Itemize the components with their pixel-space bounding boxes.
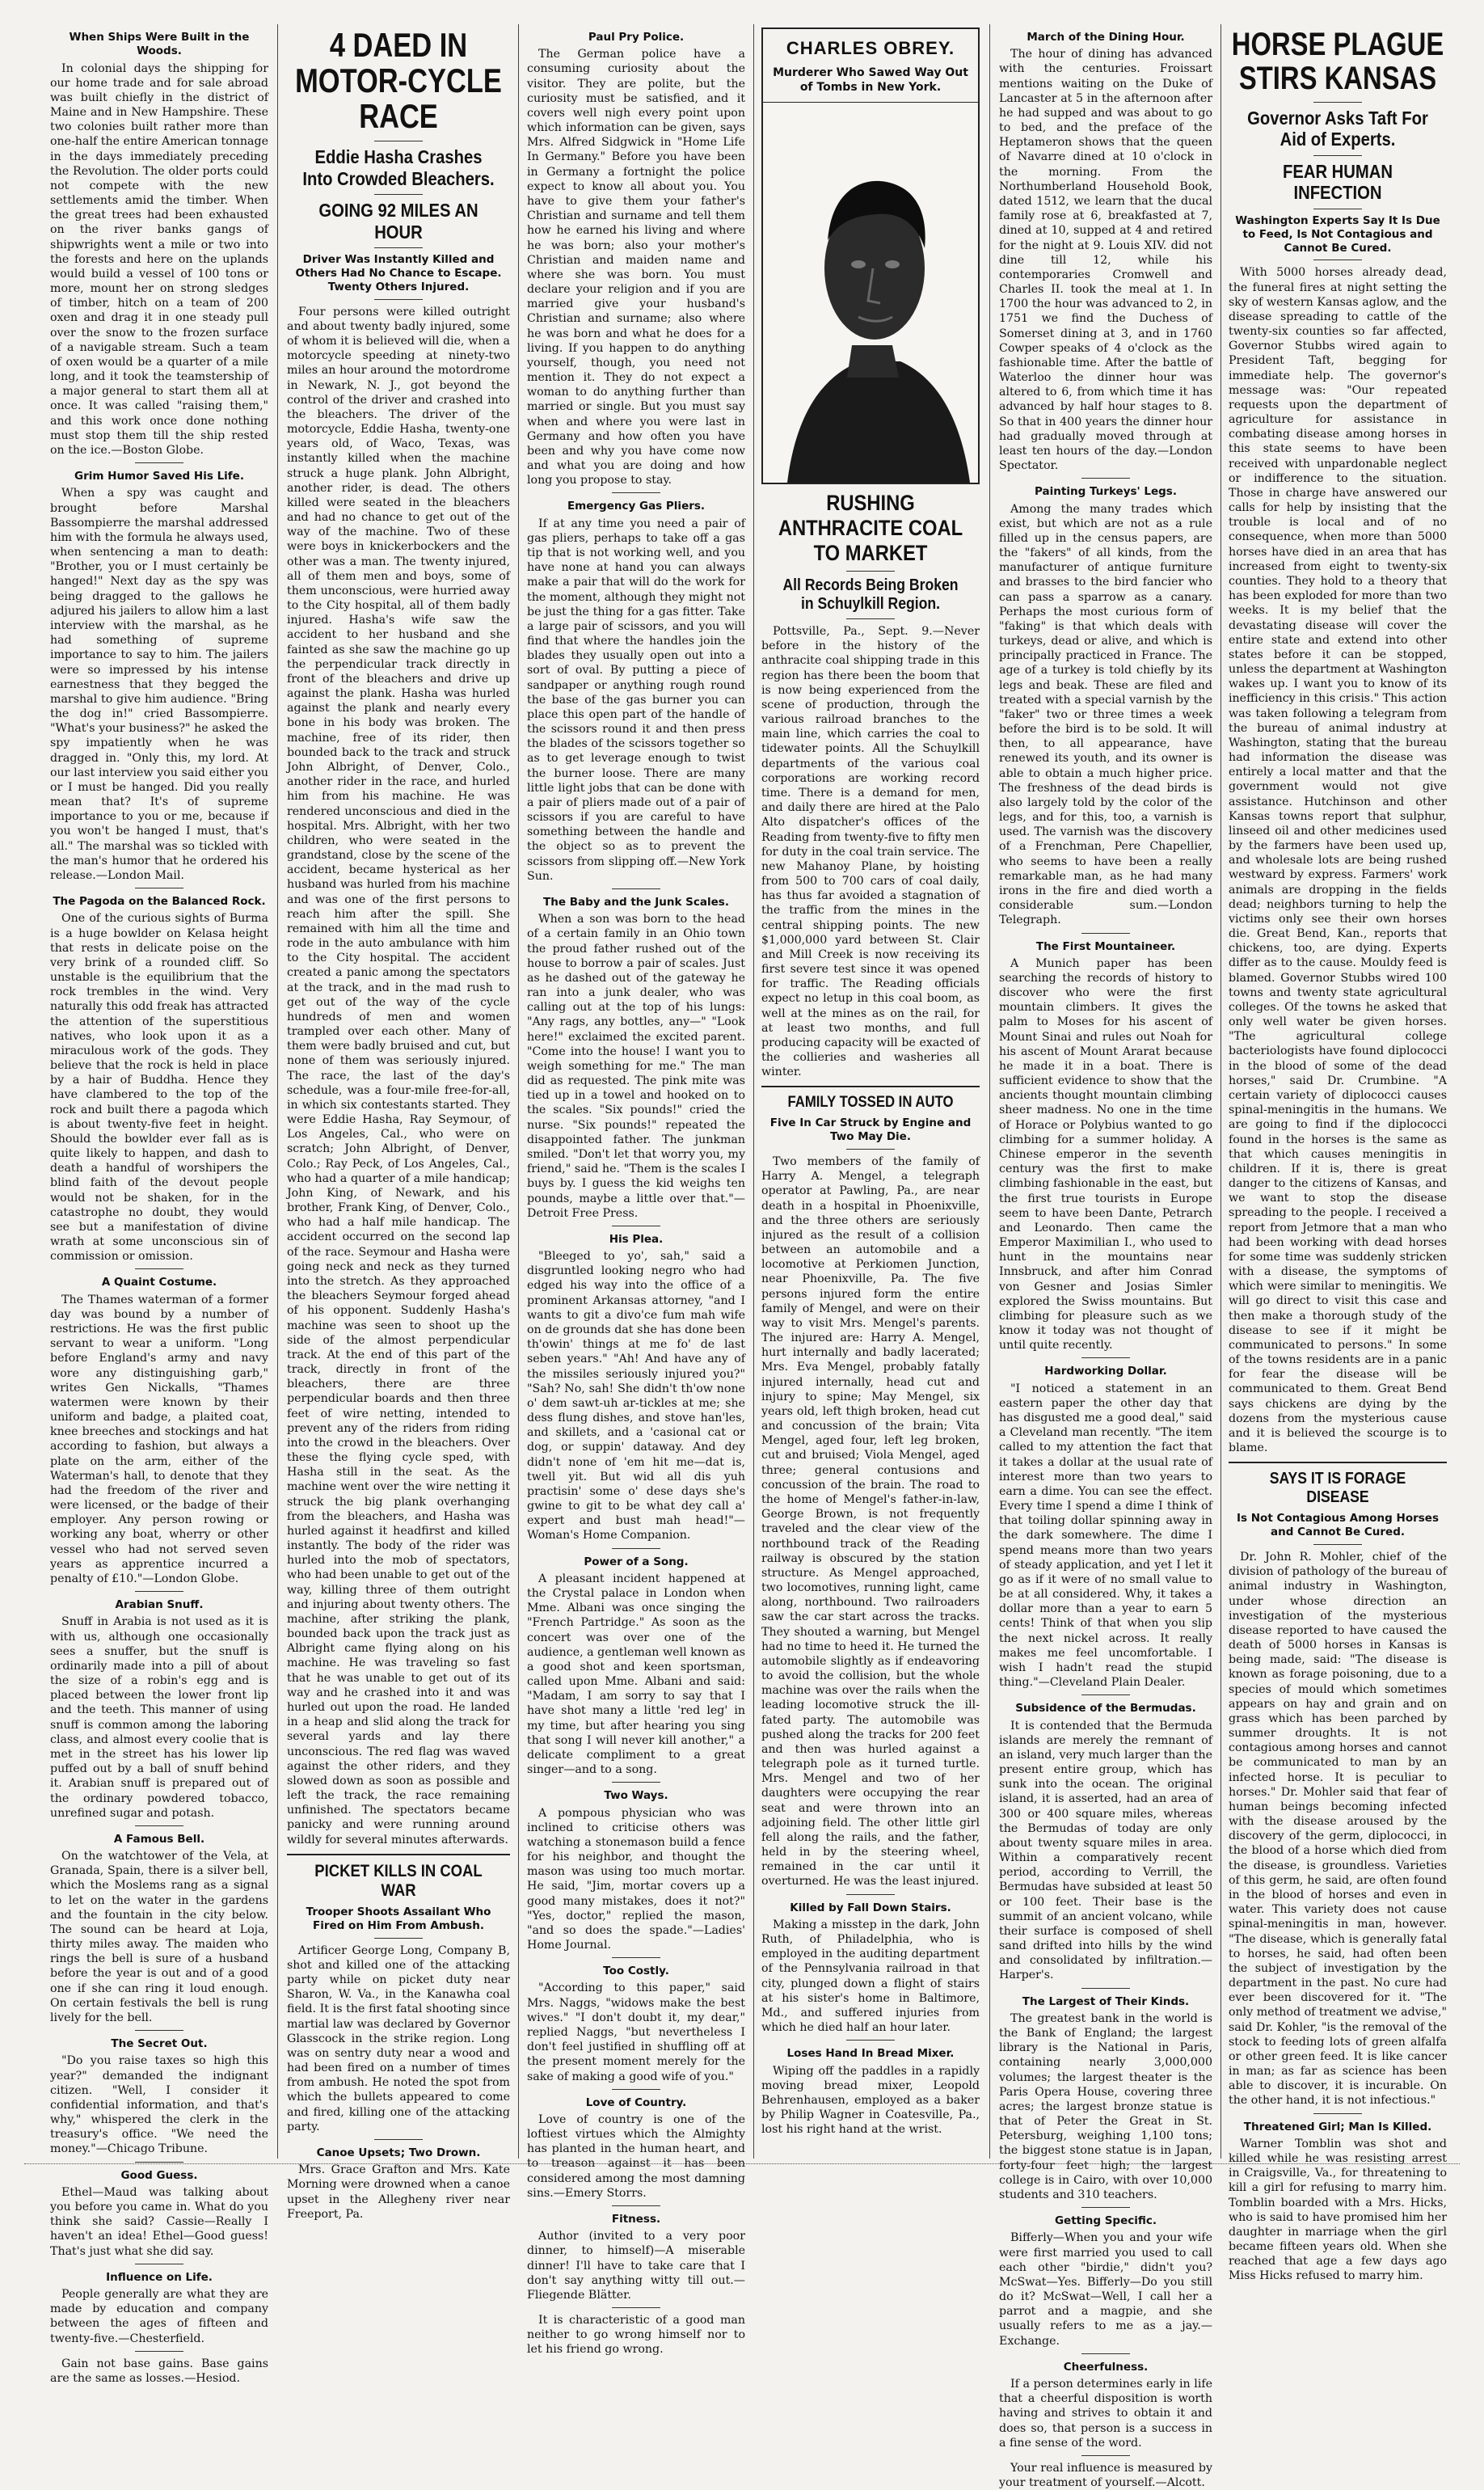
article-title: His Plea. (609, 1232, 664, 1246)
bottom-border (24, 2163, 1460, 2176)
article-title: Cheerfulness. (1063, 2360, 1149, 2374)
article-text: "Bleeged to yo', sah," said a disgruntled looking negro who had edged his way into the office of a prominent Arkansas attorney, "and I wants to git a divo'ce fum mah wife on de grounds dat she has done been th'owin' things at me fo' de last seben years." "Ah! And have any of the missiles seriously injured you?" "Sah? No, sah! She didn't th'ow none o' dem sawt-uh ar-tickles at me; she dess flung dishes, and stove han'les, and skillets, and a 'casional cat or dog, or suppin' dataway. And dey didn't none of 'em hit me—dat is, twell yit. But wid all dis yuh practisin' some o' dese days she's gwine to git to be what dey call a' expert and bust mah head!"—Woman's Home Companion. (527, 1250, 745, 1543)
deck: All Records Being Broken in Schuylkill Region. (782, 576, 959, 614)
article-text: If a person determines early in life that a cheerful disposition is worth having and strives to obtain it and does so, that person is a success in a fine sense of the word. (999, 2378, 1212, 2450)
article-title: Subsidence of the Bermudas. (1015, 1702, 1196, 1716)
article-title: Arabian Snuff. (115, 1598, 204, 1612)
article-text: One of the curious sights of Burma is a huge bowlder on Kelasa height that rests in delicate poise on the very brink of a rounded cliff. So unstable is the equilibrium that the rock trembles in the wind. Very naturally this odd freak has attracted the attention of the superstitious natives, who look upon it as a miraculous work of the gods. They believe that the rock is held in place by a hair of Buddha. Hence they have clambered to the top of the rock and built there a pagoda which is about twenty-five feet in height. Should the bowlder ever fall as is quite likely to happen, and dash to death a handful of worshipers the blind faith of the devout people would not be shaken, for in the catastrophe no doubt, they would see but a manifestation of divine wrath at some unconscious sin of commission or omission. (50, 912, 268, 1264)
article-text: "I noticed a statement in an eastern paper the other day that has disgusted me a good deal," said a Cleveland man recently. "The item called to my attention the fact that it takes a dollar at the usual rate of interest more than two years to earn a dime. You can see the effect. Every time I spend a dime I think of that toiling dollar spinning away in the dark somewhere. The dime I spend means more than two years of steady application, and yet I let it go as if it were of no small value to be at all considered. Why, it takes a dollar more than a year to earn 5 cents! Think of that when you slip the next nickel across. It really makes me feel uncomfortable. I wish I hadn't read the stupid thing."—Cleveland Plain Dealer. (999, 1382, 1212, 1690)
divider (374, 299, 423, 300)
divider (1229, 1462, 1447, 1463)
article-title: Fitness. (611, 2212, 661, 2226)
divider (135, 2030, 183, 2031)
article-text: Pottsville, Pa., Sept. 9.—Never before in the history of the anthracite coal shipping trade in this region has there been the boom that is now being experienced from the scene of production, through the various railroad branches to the main line, which carries the coal to tidewater points. All the Schuylkill departments of the various coal corporations are working record time. There is a demand for men, and daily there are hired at the Palo Alto dispatcher's offices of the Reading from twenty-five to fifty men for duty in the coal train service. The new Mahanoy Plane, by hoisting from 500 to 700 cars of coal daily, has thus far avoided a stagnation of the traffic from the mines in the central shipping points. The new $1,000,000 yard between St. Clair and Mill Creek is now receiving its first severe test since it was opened for traffic. The Reading officials expect no letup in this coal boom, as well at the mines as on the rail, for at least two months, and full producing capacity will be exacted of the collieries and washeries all winter. (761, 625, 980, 1079)
divider (612, 2307, 660, 2308)
article-text: Artificer George Long, Company B, shot and killed one of the attacking party while on picket duty near Sharon, W. Va., in the Kanawha coal field. It is the first fatal shooting since martial law was declared by Governor Glasscock in the strike region. Long was on sentry duty near a wood and had been fired on a number of times from ambush. He noted the spot from which the bullets appeared to come and fired, killing one of the attacking party. (287, 1943, 510, 2133)
article-title: Love of Country. (585, 2095, 687, 2109)
deck: Governor Asks Taft For Aid of Experts. (1247, 108, 1428, 150)
article-text: Gain not base gains. Base gains are the same as losses.—Hesiod. (50, 2357, 268, 2385)
divider (612, 2205, 660, 2206)
column-rule (989, 24, 990, 2159)
photo-panel (761, 27, 980, 484)
deck: Driver Was Instantly Killed and Others Had No Chance to Escape. Twenty Others Injured. (295, 253, 502, 293)
article-title: Grim Humor Saved His Life. (74, 470, 244, 483)
deck: Eddie Hasha Crashes Into Crowded Bleachers. (302, 146, 495, 189)
column-rule (753, 24, 754, 2159)
article-text: It is characteristic of a good man neither to go wrong himself nor to let his friend go wrong. (527, 2314, 745, 2357)
divider (612, 1957, 660, 1958)
article-text: Author (invited to a very poor dinner, to himself)—A miserable dinner! I'll have to take care that I don't say anything witty till out.—Fliegende Blätter. (527, 2230, 745, 2302)
portrait-photo (763, 103, 978, 483)
article-text: Love of country is one of the loftiest virtues which the Almighty has planted in the human heart, and to treason against it has been considered among the most damning sins.—Emery Storrs. (527, 2112, 745, 2200)
article-text: The German police have a consuming curiosity about the visitor. They are polite, but the curiosity must be satisfied, and it covers well nigh every point upon which information can be given, says Mrs. Alfred Sidgwick in "Home Life In Germany." Before you have been in Germany a fortnight the police expect to know all about you. You have to give them your father's Christian and surname and tell them how he earned his living and where he was born; also your mother's Christian and maiden name and where she was born. You must declare your religion and if you are married give your husband's Christian and surname; also where he was born and what he does for a living. If you happen to do anything yourself, though, you need not mention it. They do not expect a woman to do anything further than married or single. But you must say when and where you were last in Germany and how often you have been and why you have come now and what you are doing and how long you propose to stay. (527, 48, 745, 487)
article-title: Emergency Gas Pliers. (567, 500, 706, 513)
article-text: Dr. John R. Mohler, chief of the division of pathology of the bureau of animal industry in Washington, under whose direction an investigation of the mysterious disease reported to have caused the death of 5000 horses in Kansas is being made, said: "The disease is known as forage poisoning, due to a species of mould which sometimes appears on hay and grain and on grass which has been parched by summer droughts. It is not contagious among horses and cannot be communicated to man by an infected horse. It is peculiar to horses." Dr. Mohler said that fear of human beings becoming infected with the disease aroused by the discovery of the germ, diplococci, in the blood of a horse which died from the disease, is groundless. Varieties of this germ, he said, are often found in the blood of horses and even in water. This variety does not cause spinal-meningitis in man, however. "The disease, which is generally fatal to horses, he said, had often been the subject of investigation by the department in the past. No cure had ever been discovered for it. "The only method of treatment we advise," said Dr. Kohler, "is the removal of the stock to feeding lots of green alfalfa or other green feed. It is like cancer in man; as far as science has been able to discover, it is incurable. On the other hand, it is not infectious." (1229, 1551, 1447, 2108)
article-title: Painting Turkeys' Legs. (1035, 485, 1177, 499)
divider (374, 247, 423, 248)
deck: Five In Car Struck by Engine and Two May Die. (769, 1116, 972, 1144)
article-text: Snuff in Arabia is not used as it is with us, although one occasionally sees a snuffer, but the snuff is ordinarily made into a pill of about the size of a robin's egg and is placed between the lower front lip and the teeth. This manner of using snuff is common among the laboring class, and almost every coolie that is met in the street has his lower lip puffed out by a ball of snuff behind it. Arabian snuff is prepared out of the ordinary powdered tobacco, unrefined sugar and potash. (50, 1615, 268, 1820)
article-title: March of the Dining Hour. (1027, 31, 1185, 44)
divider (374, 1938, 423, 1939)
article-title: Canoe Upsets; Two Drown. (316, 2146, 481, 2159)
column-6 (1229, 24, 1447, 2283)
divider (1313, 1544, 1362, 1545)
divider (846, 1149, 895, 1150)
deck: Washington Experts Say It Is Due to Feed, Is Not Contagious and Cannot Be Cured. (1235, 213, 1440, 255)
headline: FAMILY TOSSED IN AUTO (787, 1094, 954, 1112)
column-3 (527, 24, 745, 2357)
divider (1313, 102, 1362, 103)
article-title: A Famous Bell. (113, 1832, 205, 1846)
article-text: Making a misstep in the dark, John Ruth, of Philadelphia, who is employed in the auditing department of the Pennsylvania railroad in that city, plunged down a flight of stairs at his sister's home in Baltimore, Md., and suffered injuries from which he died half an hour later. (761, 1918, 980, 2035)
article-text: Two members of the family of Harry A. Mengel, a telegraph operator at Pawling, Pa., are near death in a hospital in Phoenixville, and the three others are seriously injured as the result of a collision between an automobile and a locomotive at Perkiomen Junction, near Phoenixville, Pa. The five persons injured form the entire family of Mengel, and were on their way to visit Mrs. Mengel's parents. The injured are: Harry A. Mengel, hurt internally and badly lacerated; Mrs. Eva Mengel, probably fatally injured internally, head cut and injury to spine; May Mengel, six years old, left thigh broken, head cut and concussion of the brain; Vita Mengel, aged four, left leg broken, cut and bruised; Viola Mengel, aged three; general contusions and concussion of the brain. The road to the home of Mengel's father-in-law, George Brown, is not frequently traveled and the clear view of the northbound track of the Reading railway is obscured by the station structure. As Mengel approached, two locomotives, running light, came along, northbound. Two railroaders saw the car start across the tracks. They shouted a warning, but Mengel had no time to heed it. He turned the automobile slightly as if endeavoring to avoid the collision, but the whole machine was over the rails when the leading locomotive struck the ill-fated party. The automobile was pushed along the tracks for 200 feet and then was hurled against a telegraph pole as it turned turtle. Mrs. Mengel and two of her daughters were occupying the rear seat and were thrown into an adjoining field. The other little girl fell along the rails, and the father, held in by the steering wheel, remained in the car until it overturned. He was the least injured. (761, 1155, 980, 1889)
divider (846, 571, 895, 572)
divider (1081, 933, 1130, 934)
divider (846, 2040, 895, 2041)
article-text: Warner Tomblin was shot and killed while he was resisting arrest in Craigsville, Va., for threatening to kill a girl for refusing to marry him. Tomblin boarded with a Mrs. Hicks, who is said to have promised him her daughter in marriage when the girl became fifteen years old. When she reached that age a few days ago Miss Hicks refused to marry him. (1229, 2137, 1447, 2283)
article-text: When a spy was caught and brought before Marshal Bassompierre the marshal addressed him with the formula he always used, when sentencing a man to death: "Brother, you or I must certainly be hanged!" Next day as the spy was being dragged to the gallows he adjured his jailers to allow him a last interview with the marshal, as he had something of supreme importance to say to him. The jailers were so impressed by his intense earnestness that they begged the marshal to give him audience. "Bring the dog in!" cried Bassompierre. "What's your business?" he asked the spy impatiently when he was dragged in. "Only this, my lord. At our last interview you said either you or I must be hanged. Did you really mean that? It's of supreme importance to you or me, because if you won't be hanged I must, that's all." The marshal was so tickled with the man's humor that he ordered his release.—London Mail. (50, 487, 268, 882)
article-text: People generally are what they are made by education and company between the ages of fifteen and twenty-five.—Chesterfield. (50, 2288, 268, 2345)
article-text: "According to this paper," said Mrs. Naggs, "widows make the best wives." "I don't doubt it, my dear," replied Naggs, "but nevertheless I don't feel justified in shuffling off at the present moment merely for the sake of making a good wife of you." (527, 1981, 745, 2083)
article-text: Mrs. Grace Grafton and Mrs. Kate Morning were drowned when a canoe upset in the Allegheny river near Freeport, Pa. (287, 2163, 510, 2221)
column-rule (277, 24, 278, 2159)
headline: HORSE PLAGUE STIRS KANSAS (1231, 27, 1444, 96)
article-text: With 5000 horses already dead, the funeral fires at night setting the sky of western Kansas aglow, and the disease spreading to cattle of the twenty-six counties so far affected, Governor Stubbs wired again to President Taft, begging for immediate help. The governor's message was: "Our repeated requests upon the department of agriculture for assistance in combating disease among horses in this state seems to have been received with unpardonable neglect or indifference to the situation. Those in charge have answered our calls for help by insisting that the trouble is local and of no consequence, when more than 5000 horses have died in an area that has increased from eight to twenty-six counties. They hold to a theory that has been exploded for more than two weeks. It is my belief that the devastating disease will cover the entire state and extend into other states before it can be stopped, unless the department at Washington wakes up. I want you to know of its inefficiency in this crisis." This action was taken following a telegram from the bureau of animal industry at Washington, stating that the bureau had information the disease was entirely a local matter and that the government would not give assistance. Hutchinson and other Kansas towns report that sulphur, linseed oil and other medicines used by the farmers have been used up, and wholesale lots are being rushed westward by express. Farmers' work animals are dropping in the fields dead; neighbors turning to help the victims only see their own horses die. Great Bend, Kan., reports that chickens, too, are dying. Experts differ as to the cause. Mouldy feed is blamed. Governor Stubbs wired 100 towns and twenty state agricultural colleges. Of the towns he asked that only well water be given horses. "The agricultural college bacteriologists have found diplococci in the blood of some of the dead horses," said Dr. Crumbine. "A certain variety of diplococci causes spinal-meningitis in the humans. We are going to find if the diplococci found in the horses is the same as that which causes meningitis in children. If it is, there is great danger to the citizens of Kansas, and we want to stop the disease spreading to the people. I received a report from Jetmore that a man who had been working with dead horses for some time was suddenly stricken with a disease, the symptoms of which were similar to meningitis. We will go direct to visit this case and then make a thorough study of the disease to see if it might be communicated to persons." In some of the towns residents are in a panic for fear the disease will be communicated to them. Great Bend says chickens are dying by the dozens from the mysterious cause and it is believed the scourge is to blame. (1229, 266, 1447, 1455)
divider (1081, 1988, 1130, 1989)
headline: SAYS IT IS FORAGE DISEASE (1269, 1470, 1406, 1507)
divider (612, 888, 660, 889)
divider (1081, 2353, 1130, 2354)
divider (287, 1854, 510, 1855)
article-text: When a son was born to the head of a certain family in an Ohio town the proud father rushed out of the house to borrow a pair of scales. Just as he dashed out of the gateway he ran into a junk dealer, who was calling out at the top of his lungs: "Any rags, any bottles, any—" "Look here!" exclaimed the excited parent. "Come into the house! I want you to weigh something for me." The man did as requested. The pink mite was tied up in a towel and hooked on to the scales. "Six pounds!" cried the nurse. "Six pounds!" repeated the disappointed father. The junkman smiled. "Don't let that worry you, my friend," said he. "Them is the scales I buys by. I guess the kid weighs ten pounds, maybe a little over that."—Detroit Free Press. (527, 913, 745, 1220)
article-title: Threatened Girl; Man Is Killed. (1243, 2120, 1432, 2133)
article-text: A pompous physician who was inclined to criticise others was watching a stonemason build a fence for his neighbor, and thought the mason was using too much mortar. He said, "Jim, mortar covers up a good many mistakes, does it not?" "Yes, doctor," replied the mason, "and so does the spade."—Ladies' Home Journal. (527, 1806, 745, 1952)
article-title: The Pagoda on the Balanced Rock. (53, 895, 266, 909)
article-title: The Largest of Their Kinds. (1022, 1994, 1190, 2008)
portrait-illustration (763, 103, 978, 483)
divider (846, 618, 895, 619)
article-text: Wiping off the paddles in a rapidly moving bread mixer, Leopold Behrenhausen, employed as a baker by Philip Wagner in Coatesville, Pa., lost his right hand at the wrist. (761, 2064, 980, 2137)
article-title: When Ships Were Built in the Woods. (69, 31, 250, 58)
divider (374, 194, 423, 195)
article-title: Paul Pry Police. (588, 31, 685, 44)
article-text: On the watchtower of the Vela, at Granada, Spain, there is a silver bell, which the Moslems rang as a signal to let on the water in the gardens and the fountain in the city below. The sound can be heard at Loja, thirty miles away. The maiden who rings the bell is sure of a husband before the year is out and of a good one if she can ring it loud enough. On certain festivals the bell is rung lively for the bell. (50, 1850, 268, 2024)
divider (135, 2162, 183, 2163)
divider (1081, 2207, 1130, 2208)
deck: Is Not Contagious Among Horses and Cannot Be Cured. (1237, 1512, 1439, 1539)
article-title: Good Guess. (120, 2168, 198, 2182)
article-title: A Quaint Costume. (101, 1276, 217, 1289)
divider (1081, 1694, 1130, 1695)
article-text: Your real influence is measured by your treatment of yourself.—Alcott. (999, 2461, 1212, 2490)
column-1 (50, 24, 268, 2385)
article-title: The Secret Out. (111, 2037, 208, 2051)
article-text: Among the many trades which exist, but which are not as a rule filled up in the census papers, are the "fakers" of all kinds, from the manufacturer of antique furniture and brasses to the bird fancier who can pass a sparrow as a canary. Perhaps the most curious form of "faking" is that which deals with turkeys, dead or alive, and which is principally practiced in France. The age of a turkey is told chiefly by its legs and beak. These are filed and treated with a special varnish by the "faker" two or three times a week before the bird is to be sold. It will then, to all appearance, have renewed its youth, and its owner is able to obtain a much higher price. The freshness of the dead birds is also largely told by the color of the legs, and for this, too, a varnish is used. The varnish was the discovery of a Frenchman, Pere Chapellier, who seems to have been a really remarkable man, as he had many irons in the fire and died worth a considerable sum.—London Telegraph. (999, 502, 1212, 927)
article-text: If at any time you need a pair of gas pliers, perhaps to take off a gas tip that is not working well, and you have none at hand you can always make a pair that will do the work for the moment, although they might not be just the thing for a gas fitter. Take a large pair of scissors, and you will find that where the handles join the blades they usually open out into a sort of oval. By putting a piece of sandpaper or anything rough round the base of the gas burner you can place this open part of the handle of the scissors round it and then press the blades of the scissors together so as to get leverage enough to twist the burner loose. There are many little light jobs that can be done with a pair of pliers made out of a pair of scissors if you are careful to have something between the handle and the object so as to prevent the scissors from slipping off.—New York Sun. (527, 517, 745, 883)
column-5 (999, 24, 1212, 2490)
headline: RUSHING ANTHRACITE COAL TO MARKET (778, 490, 963, 566)
article-text: Bifferly—When you and your wife were first married you used to call each other "birdie," didn't you? McSwat—Yes. Bifferly—Do you still do it? McSwat—Well, I call her a parrot and a magpie, and she usually refers to me as a jay.—Exchange. (999, 2231, 1212, 2348)
article-title: Power of a Song. (584, 1555, 689, 1568)
article-title: The First Mountaineer. (1035, 939, 1176, 953)
divider (846, 1894, 895, 1895)
article-text: Ethel—Maud was talking about you before you came in. What do you think she said? Cassie—Really I haven't an idea! Ethel—Good guess! That's just what she did say. (50, 2185, 268, 2258)
article-text: A pleasant incident happened at the Crystal palace in London when Mme. Albani was once singing the "French Partridge." As soon as the concert was over one of the audience, a gentleman well known as a good shot and keen sportsman, called upon Mme. Albani and said: "Madam, I am sorry to say that I have shot many a little 'red leg' in my time, but after hearing you sing that song I will never kill another," a delicate compliment to a great singer—and to a song. (527, 1572, 745, 1777)
article-text: In colonial days the shipping for our home trade and for sale abroad was built chiefly in the district of Maine and in New Hampshire. These two colonies built rather more than one-half the entire American tonnage in the days immediately preceding the Revolution. The older ports could not compete with the new settlements amid the timber. When the great trees had been exhausted on the river banks gangs of shipwrights went a mile or two into the forests and here on the uplands would build a vessel of 100 tons or more, mount her on strong sledges of timber, hitch on a team of 200 oxen and drag it in one steady pull over the snow to the frozen surface of a navigable stream. Such a team of oxen would be a quarter of a mile long, and it took the teamstership of a major general to start them all at once. It was called "raising them," and this work once done nothing must stop them till the ship rested on the ice.—Boston Globe. (50, 61, 268, 457)
divider (1313, 2113, 1362, 2114)
article-text: The Thames waterman of a former day was bound by a number of restrictions. He was the first public servant to wear a uniform. "Long before England's army and navy wore any distinguishing garb," writes Gen Nickalls, "Thames watermen were known by their uniform and badge, a plaited coat, knee breeches and stockings and hat according to fashion, but always a plate on the arm, either of the Waterman's hall, to denote that they had the freedom of the river and were licensed, or the badge of their employer. Any person rowing or working any boat, wherry or other vessel who had not served seven years as apprentice incurred a penalty of £10."—London Globe. (50, 1293, 268, 1585)
divider (374, 2139, 423, 2140)
article-title: Killed by Fall Down Stairs. (790, 1901, 951, 1914)
deck: FEAR HUMAN INFECTION (1282, 160, 1393, 204)
divider (135, 2351, 183, 2352)
divider (1313, 155, 1362, 156)
article-title: Influence on Life. (106, 2270, 213, 2284)
divider (761, 1086, 980, 1087)
headline: PICKET KILLS IN COAL WAR (314, 1861, 483, 1900)
divider (612, 1782, 660, 1783)
divider (612, 2089, 660, 2090)
divider (135, 462, 183, 463)
article-title: Loses Hand In Bread Mixer. (786, 2047, 955, 2061)
photo-title: CHARLES OBREY. (786, 38, 955, 58)
article-title: Two Ways. (604, 1789, 668, 1803)
article-title: Getting Specific. (1054, 2214, 1157, 2228)
deck: GOING 92 MILES AN HOUR (318, 200, 479, 243)
divider (612, 492, 660, 493)
divider (135, 1825, 183, 1826)
article-text: "Do you raise taxes so high this year?" demanded the indignant citizen. "Well, I consider it confidential information, and that's why," whispered the clerk in the treasury's office. "We need the money."—Chicago Tribune. (50, 2054, 268, 2156)
column-4 (761, 24, 980, 2159)
article-text: The greatest bank in the world is the Bank of England; the largest library is the National in Paris, containing nearly 3,000,000 volumes; the largest theater is the Paris Opera House, covering three acres; the largest bronze statue is that of Peter the Great in St. Petersburg, weighing 1,100 tons; the biggest stone statue is in Japan, forty-four feet high; the largest college is in Cairo, with over 10,000 students and 310 teachers. (999, 2011, 1212, 2201)
article-text: Four persons were killed outright and about twenty badly injured, some of whom it is believed will die, when a motorcycle speeding at ninety-two miles an hour around the motordrome in Newark, N. J., got beyond the control of the driver and crashed into the bleachers. The driver of the motorcycle, Eddie Hasha, twenty-one years old, of Waco, Texas, was instantly killed when the machine struck a huge plank. John Albright, another rider, is dead. The others killed were seated in the bleachers and had no chance to get out of the way of the machine. Two of these were boys in knickerbockers and the other was a man. The twenty injured, all of them men and boys, some of them unconscious, were hurried away to the City hospital, all of them badly injured. Hasha's wife saw the accident to her husband and she fainted as she saw the machine go up the perpendicular track directly in front of the bleachers and drive up against the plank. Hasha was hurled against the plank and nearly every bone in his body was broken. The machine, free of its rider, then bounded back to the track and struck John Albright, of Denver, Colo., another rider in the race, and hurled him from his machine. He was rendered unconscious and died in the hospital. Mrs. Albright, with her two children, who were seated in the grandstand, close by the scene of the accident, became hysterical as her husband was hurled from his machine and was one of the first persons to reach him after the spill. She remained with him all the time and rode in the auto ambulance with him to the City hospital. The accident created a panic among the spectators at the track, and in the mad rush to get out of the way of the cycle hundreds of men and women trampled over each other. Many of them were badly bruised and cut, but none of them was seriously injured. The race, the last of the day's schedule, was a four-mile free-for-all, in which six contestants started. They were Eddie Hasha, Ray Seymour, of Los Angeles, Cal., who were on scratch; John Albright, of Denver, Colo.; Ray Peck, of Los Angeles, Cal., who had a quarter of a mile handicap; John King, of Newark, and his brother, Frank King, of Denver, Colo., who had a half mile handicap. The accident occurred on the second lap of the race. Seymour and Hasha were going neck and neck as they turned into the stretch. As they approached the bleachers Seymour forged ahead of his opponent. Suddenly Hasha's machine was seen to shoot up the side of the almost perpendicular track. At the end of this part of the track, directly in front of the bleachers, there are three perpendicular boards and then three feet of wire netting, intended to prevent any of the riders from riding into the crowd in the bleachers. Over these the flying cycle sped, with Hasha still in the seat. As the machine went over the wire netting it struck the big plank overhanging from the bleachers, and Hasha was hurled against it headfirst and killed instantly. The body of the rider was hurled into the mob of spectators, who had been unable to get out of the way, killing three of them outright and injuring about twenty others. The machine, after striking the plank, bounded back upon the track just as Albright came flying along on his machine. He was traveling so fast that he was unable to get out of its way and he crashed into it and was hurled out upon the road. He landed in a heap and slid along the track for several yards and lay there unconscious. The red flag was waved against the other riders, and they slowed down as soon as possible and left the track, the race remaining unfinished. The spectators became panicky and were running around wildly for several minutes afterwards. (287, 305, 510, 1846)
article-text: The hour of dining has advanced with the centuries. Froissart mentions waiting on the Duke of Lancaster at 5 in the afternoon after he had supped and was about to go to bed, and the preface of the Heptameron shows that the queen of Navarre dined at 10 o'clock in the morning. From the Northumberland Household Book, dated 1512, we learn that the ducal family rose at 6, breakfasted at 7, dined at 10, supped at 4 and retired for the night at 9. Louis XIV. did not dine till 12, while his contemporaries Cromwell and Charles II. took the meal at 1. In 1700 the hour was advanced to 2, in 1751 we find the Duchess of Somerset dining at 3, and in 1760 Cowper speaks of 4 o'clock as the fashionable time. After the battle of Waterloo the dinner hour was altered to 6, from which time it has advanced by half hour stages to 8. So that in 400 years the dinner hour had gradually moved through at least ten hours of the day.—London Spectator. (999, 48, 1212, 473)
article-text: It is contended that the Bermuda islands are merely the remnant of an island, very much larger than the present entire group, which has sunk into the ocean. The original island, it is asserted, had an area of 300 or 400 square miles, whereas the Bermudas of today are only about twenty square miles in area. Within a comparatively recent period, according to Verrill, the Bermudas have subsided at least 50 or 100 feet. Their base is the summit of an ancient volcano, while their surface is composed of shell sand drifted into hills by the wind and consolidated by infiltration.—Harper's. (999, 1719, 1212, 1982)
article-title: The Baby and the Junk Scales. (543, 895, 729, 909)
article-title: Too Costly. (603, 1965, 669, 1978)
divider (1081, 2455, 1130, 2456)
divider (612, 1548, 660, 1549)
divider (135, 1268, 183, 1269)
deck: Trooper Shoots Assailant Who Fired on Him From Ambush. (306, 1905, 491, 1932)
article-title: Hardworking Dollar. (1044, 1365, 1167, 1378)
headline: 4 DAED IN MOTOR-CYCLE RACE (295, 26, 502, 136)
column-rule (518, 24, 519, 2159)
divider (1081, 1357, 1130, 1358)
photo-caption: Murderer Who Sawed Way Out of Tombs in New York. (763, 63, 978, 103)
divider (1081, 478, 1130, 479)
divider (135, 1591, 183, 1592)
article-text: A Munich paper has been searching the records of history to discover who were the first mountain climbers. It gives the palm to Moses for his ascent of Mount Sinai and rules out Noah for his ascent of Mount Ararat because he made it in a boat. There is sufficient evidence to show that the ancients thought mountain climbing sheer madness. No one in the time of Horace or Polybius wanted to go climbing for a summer holiday. A Chinese emperor in the seventh century was the first to make climbing fashionable in the east, but the first true tourists in Europe seem to have been Dante, Petrarch and Leonardo. Then came the Emperor Maximilian I., who used to hunt in the mountains near Innsbruck, and after him Conrad von Gesner and Josias Simler explored the Swiss mountains. But climbing for pleasure such as we know it today was not thought of until quite recently. (999, 956, 1212, 1353)
column-2 (287, 24, 510, 2221)
